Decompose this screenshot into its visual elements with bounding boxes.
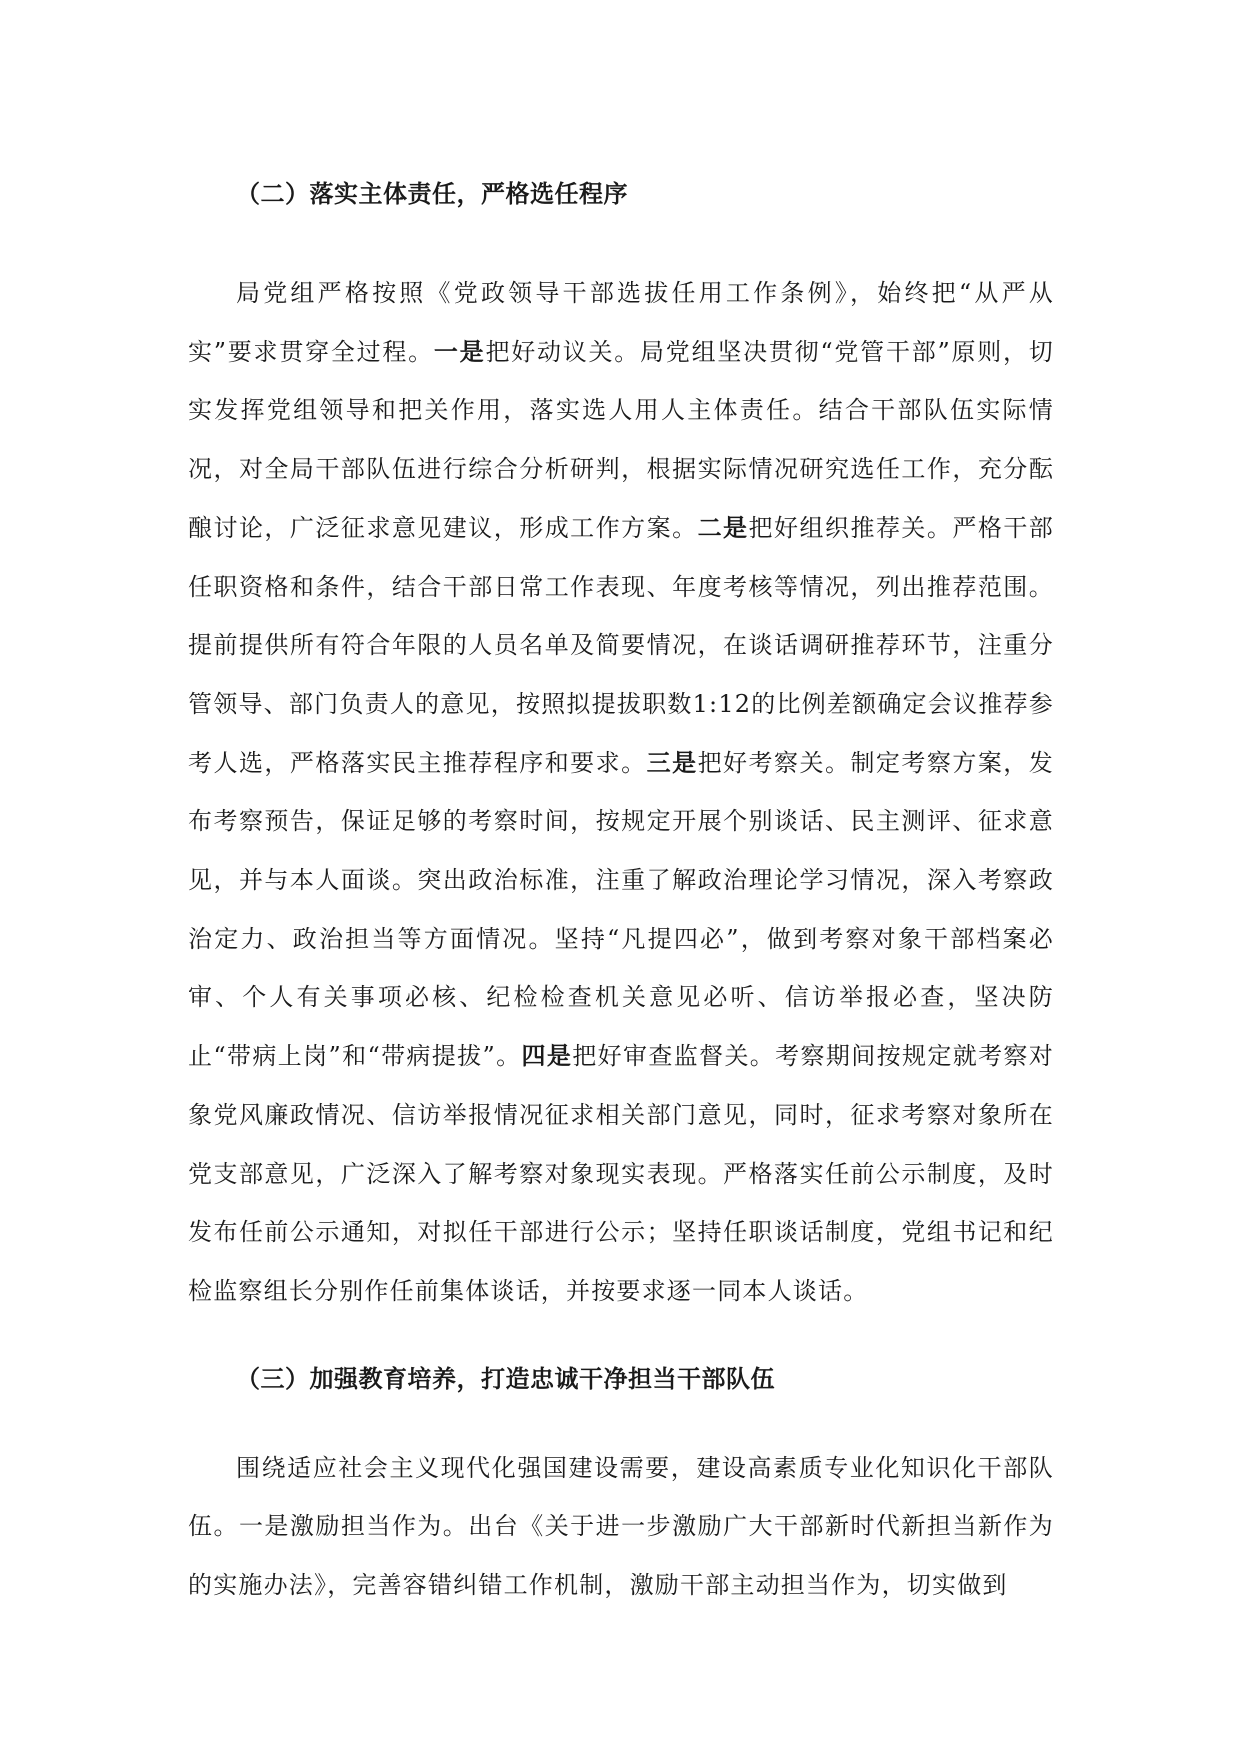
document-page <box>188 170 1054 1615</box>
paragraph-emphasis-first: 一是 <box>433 337 486 366</box>
paragraph-emphasis-second: 二是 <box>697 513 749 542</box>
section-paragraph-3 <box>188 1439 1054 1615</box>
paragraph-text: 把好动议关。局党组坚决贯彻“党管干部”原则，切实发挥党组领导和把关作用，落实选人用人主体责任。结合干部队伍实际情况，对全局干部队伍进行综合分析研判，根据实际情况研究选任工作，充分酝酿讨论，广泛征求意见建议，形成工作方案。 <box>188 337 1054 542</box>
section-paragraph-2 <box>188 264 1054 1321</box>
paragraph-text: 围绕适应社会主义现代化强国建设需要，建设高素质专业化知识化干部队伍。一是激励担当作为。出台《关于进一步激励广大干部新时代新担当新作为的实施办法》，完善容错纠错工作机制，激励干部主动担当作为，切实做到 <box>188 1453 1054 1600</box>
section-heading-2: （二）落实主体责任，严格选任程序 <box>236 180 628 208</box>
paragraph-text: 把好组织推荐关。严格干部任职资格和条件，结合干部日常工作表现、年度考核等情况，列出推荐范围。提前提供所有符合年限的人员名单及简要情况，在谈话调研推荐环节，注重分管领导、部门负责人的意见，按照拟提拔职数1:12的比例差额确定会议推荐参考人选，严格落实民主推荐程序和要求。 <box>188 513 1055 777</box>
paragraph-text: 局党组严格按照《党政领导干部选拔任用工作条例》，始终把“从严从实”要求贯穿全过程。 <box>188 279 1054 366</box>
paragraph-emphasis-third: 三是 <box>646 748 698 777</box>
paragraph-text: 把好考察关。制定考察方案，发布考察预告，保证足够的考察时间，按规定开展个别谈话、民主测评、征求意见，并与本人面谈。突出政治标准，注重了解政治理论学习情况，深入考察政治定力、政治担当等方面情况。坚持“凡提四必”，做到考察对象干部档案必审、个人有关事项必核、纪检检查机关意见必听、信访举报必查，坚决防止“带病上岗”和“带病提拔”。 <box>188 748 1054 1071</box>
paragraph-emphasis-fourth: 四是 <box>521 1042 573 1071</box>
paragraph-text: 把好审查监督关。考察期间按规定就考察对象党风廉政情况、信访举报情况征求相关部门意见，同时，征求考察对象所在党支部意见，广泛深入了解考察对象现实表现。严格落实任前公示制度，及时发布任前公示通知，对拟任干部进行公示；坚持任职谈话制度，党组书记和纪检监察组长分别作任前集体谈话，并按要求逐一同本人谈话。 <box>188 1042 1054 1305</box>
section-heading-3: （三）加强教育培养，打造忠诚干净担当干部队伍 <box>236 1364 775 1393</box>
